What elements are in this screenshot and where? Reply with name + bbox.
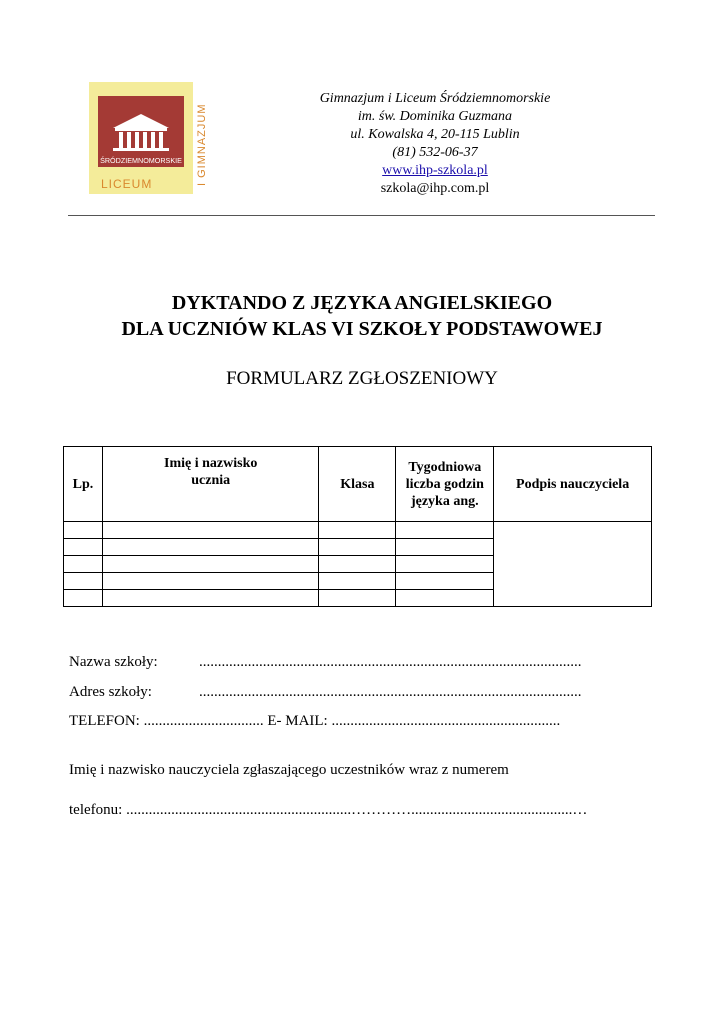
teacher-phone-field[interactable]: telefonu: ............................................................…………...........................................… bbox=[69, 802, 588, 818]
school-address-label: Adres szkoły: bbox=[69, 684, 152, 700]
cell-lp[interactable] bbox=[64, 573, 103, 590]
cell-student-name[interactable] bbox=[102, 522, 318, 539]
cell-class[interactable] bbox=[319, 556, 396, 573]
header-student-name-line1: Imię i nazwisko bbox=[164, 456, 258, 471]
cell-weekly-hours[interactable] bbox=[396, 539, 494, 556]
header-hours-line1: Tygodniowa bbox=[408, 459, 482, 475]
school-name: Gimnazjum i Liceum Śródziemnomorskie bbox=[319, 91, 551, 106]
form-subtitle: FORMULARZ ZGŁOSZENIOWY bbox=[226, 368, 498, 389]
phone-email-field[interactable]: TELEFON: ................................ E- MAIL: ............................................................. bbox=[69, 713, 561, 729]
cell-lp[interactable] bbox=[64, 539, 103, 556]
cell-student-name[interactable] bbox=[102, 590, 318, 607]
header-lp: Lp. bbox=[64, 447, 103, 522]
cell-student-name[interactable] bbox=[102, 539, 318, 556]
header-student-name bbox=[102, 447, 318, 522]
school-patron: im. św. Dominika Guzmana bbox=[357, 109, 513, 124]
header-weekly-hours bbox=[396, 447, 494, 522]
header-divider bbox=[68, 215, 655, 216]
header-class: Klasa bbox=[319, 447, 396, 522]
cell-student-name[interactable] bbox=[102, 556, 318, 573]
table-row bbox=[64, 522, 652, 539]
school-name-label: Nazwa szkoły: bbox=[69, 654, 158, 670]
school-logo bbox=[89, 82, 211, 194]
header-hours-line3: języka ang. bbox=[410, 493, 479, 509]
school-email: szkola@ihp.com.pl bbox=[380, 181, 490, 196]
header-teacher-signature: Podpis nauczyciela bbox=[494, 447, 652, 522]
school-phone: (81) 532-06-37 bbox=[392, 145, 478, 160]
cell-lp[interactable] bbox=[64, 522, 103, 539]
cell-weekly-hours[interactable] bbox=[396, 573, 494, 590]
teacher-label: Imię i nazwisko nauczyciela zgłaszającego uczestników wraz z numerem bbox=[69, 762, 509, 778]
table-header-row bbox=[64, 447, 652, 522]
logo-band-text: ŚRÓDZIEMNOMORSKIE bbox=[100, 156, 182, 165]
cell-class[interactable] bbox=[319, 590, 396, 607]
school-address: ul. Kowalska 4, 20-115 Lublin bbox=[350, 127, 520, 142]
page-title-line1: DYKTANDO Z JĘZYKA ANGIELSKIEGO bbox=[171, 292, 553, 314]
school-contact-block bbox=[290, 90, 580, 198]
cell-weekly-hours[interactable] bbox=[396, 522, 494, 539]
school-address-field[interactable]: ...................................................................................................... bbox=[199, 684, 582, 700]
cell-teacher-signature[interactable] bbox=[494, 522, 652, 607]
cell-lp[interactable] bbox=[64, 556, 103, 573]
page-title-line2: DLA UCZNIÓW KLAS VI SZKOŁY PODSTAWOWEJ bbox=[121, 318, 603, 340]
cell-class[interactable] bbox=[319, 522, 396, 539]
website-link[interactable]: www.ihp-szkola.pl bbox=[382, 163, 488, 178]
cell-student-name[interactable] bbox=[102, 573, 318, 590]
logo-bottom-text: LICEUM bbox=[101, 177, 153, 191]
cell-lp[interactable] bbox=[64, 590, 103, 607]
registration-table bbox=[63, 446, 652, 607]
cell-weekly-hours[interactable] bbox=[396, 556, 494, 573]
header-student-name-line2: ucznia bbox=[191, 473, 231, 488]
cell-class[interactable] bbox=[319, 573, 396, 590]
cell-class[interactable] bbox=[319, 539, 396, 556]
logo-side-text: I GIMNAZJUM bbox=[196, 103, 208, 186]
cell-weekly-hours[interactable] bbox=[396, 590, 494, 607]
school-name-field[interactable]: ...................................................................................................... bbox=[199, 654, 582, 670]
header-hours-line2: liczba godzin bbox=[405, 476, 484, 492]
